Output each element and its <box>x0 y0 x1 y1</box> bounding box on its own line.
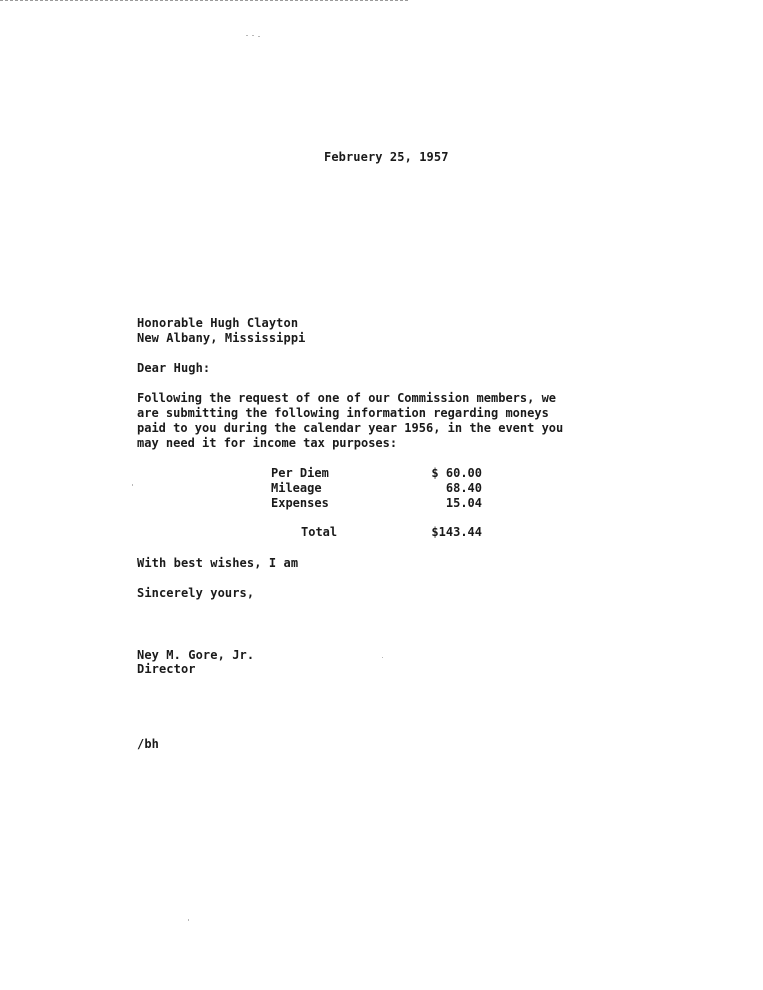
signer-title: Director <box>137 662 196 676</box>
body-line: are submitting the following information regarding moneys <box>137 406 549 420</box>
ledger-item-label: Expenses <box>271 496 329 510</box>
closing-line: With best wishes, I am <box>137 556 299 570</box>
scan-speck <box>258 36 260 37</box>
body-paragraph <box>137 391 597 451</box>
body-line: paid to you during the calendar year 1956, in the event you <box>137 421 564 435</box>
salutation: Dear Hugh: <box>137 361 211 375</box>
top-edge-dashed-rule <box>0 0 408 1</box>
recipient-name: Honorable Hugh Clayton <box>137 316 299 330</box>
signer-name: Ney M. Gore, Jr. <box>137 648 255 662</box>
ledger-item-amount: $ 60.00 <box>431 466 482 480</box>
scan-speck <box>188 919 189 921</box>
letter-date: Februery 25, 1957 <box>324 150 449 164</box>
typist-initials: /bh <box>137 737 159 751</box>
body-line: may need it for income tax purposes: <box>137 436 398 450</box>
ledger-total-label: Total <box>301 525 338 539</box>
ledger-item-amount: 15.04 <box>445 496 482 510</box>
body-line: Following the request of one of our Commission members, we <box>137 391 557 405</box>
scan-speck <box>252 35 254 36</box>
ledger-item-amount: 68.40 <box>445 481 482 495</box>
ledger-total-amount: $143.44 <box>431 525 482 539</box>
recipient-address: New Albany, Mississippi <box>137 331 306 345</box>
ledger-item-label: Per Diem <box>271 466 329 480</box>
ledger-item-label: Mileage <box>271 481 322 495</box>
scan-speck <box>246 35 248 36</box>
valediction: Sincerely yours, <box>137 586 255 600</box>
scan-speck <box>132 484 133 486</box>
scan-speck <box>382 657 383 658</box>
